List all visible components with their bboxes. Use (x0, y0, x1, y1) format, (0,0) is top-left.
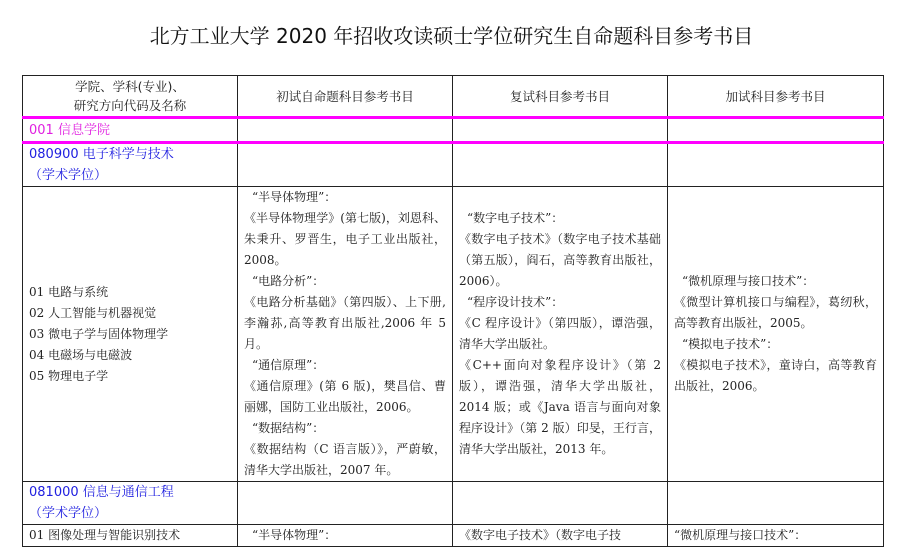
book-line: “模拟电子技术”： (682, 337, 779, 351)
subject-type: （学术学位） (29, 506, 108, 521)
subject-name (23, 143, 238, 187)
empty-cell (238, 118, 453, 143)
empty-cell (453, 143, 668, 187)
empty-cell (453, 118, 668, 143)
book-line: “程序设计技术”： (467, 295, 564, 309)
book-line: 03 微电子学与固体物理学 (29, 326, 169, 341)
empty-cell (668, 118, 884, 143)
subject-row (23, 482, 884, 525)
directions-cell (23, 187, 238, 482)
book-line: “半导体物理”： (252, 190, 337, 204)
book-line: 《通信原理》(第 6 版)，樊昌信、曹丽娜，国防工业出版社，2006。 (244, 379, 446, 414)
header-direction (23, 76, 238, 118)
extra-cell: “微机原理与接口技术”： (668, 525, 884, 547)
subject-type: （学术学位） (29, 168, 108, 183)
book-line: 01 电路与系统 (29, 284, 109, 299)
header-extra: 加试科目参考书目 (668, 76, 884, 118)
empty-cell (668, 143, 884, 187)
subject-code: 081000 信息与通信工程 (29, 485, 174, 500)
book-line: 《半导体物理学》(第七版)，刘恩科、朱秉升、罗晋生，电子工业出版社，2008。 (244, 211, 446, 267)
empty-cell (668, 482, 884, 525)
book-line: “电路分析”： (252, 274, 325, 288)
header-line: 研究方向代码及名称 (73, 98, 187, 113)
subject-name (23, 482, 238, 525)
initial-cell: “半导体物理”： (238, 525, 453, 547)
empty-cell (238, 482, 453, 525)
book-line: 05 物理电子学 (29, 368, 109, 383)
retest-cell: 《数字电子技术》（数字电子技 (453, 525, 668, 547)
book-line: “通信原理”： (252, 358, 325, 372)
page-title: 北方工业大学 2020 年招收攻读硕士学位研究生自命题科目参考书目 (149, 24, 754, 48)
book-line: 04 电磁场与电磁波 (29, 347, 133, 362)
empty-cell (453, 482, 668, 525)
header-row (23, 76, 884, 118)
college-row (23, 118, 884, 143)
book-line: 《C++面向对象程序设计》（第 2 版），谭浩强，清华大学出版社，2014 版；或《Java 语言与面向对象程序设计》（第 2 版）印旻，王行言，清华大学出版社，2013 年。 (459, 358, 661, 456)
direction-cell: 01 图像处理与智能识别技术 (23, 525, 238, 547)
initial-books-cell (238, 187, 453, 482)
header-retest: 复试科目参考书目 (453, 76, 668, 118)
direction-row (23, 525, 884, 547)
book-line: “微机原理与接口技术”： (682, 274, 815, 288)
header-initial: 初试自命题科目参考书目 (238, 76, 453, 118)
book-line: 《电路分析基础》（第四版）、上下册,李瀚荪,高等教育出版社,2006 年 5 月。 (244, 295, 446, 351)
retest-books-cell (453, 187, 668, 482)
book-line: 02 人工智能与机器视觉 (29, 305, 157, 320)
books-row (23, 187, 884, 482)
header-line: 学院、学科(专业)、 (75, 79, 185, 94)
book-line: “数据结构”： (252, 421, 325, 435)
extra-books-cell (668, 187, 884, 482)
book-line: 《微型计算机接口与编程》，葛纫秋，高等教育出版社，2005。 (674, 295, 877, 330)
reference-book-table (22, 75, 884, 547)
book-line: 《模拟电子技术》，童诗白，高等教育出版社，2006。 (674, 358, 877, 393)
book-line: 《数据结构（C 语言版）》，严蔚敏，清华大学出版社，2007 年。 (244, 442, 446, 477)
subject-code: 080900 电子科学与技术 (29, 147, 174, 162)
book-line: “数字电子技术”： (467, 211, 564, 225)
book-line: 《C 程序设计》（第四版），谭浩强，清华大学出版社。 (459, 316, 661, 351)
empty-cell (238, 143, 453, 187)
college-name: 001 信息学院 (23, 118, 238, 143)
book-line: 《数字电子技术》（数字电子技术基础（第五版），阎石，高等教育出版社，2006）。 (459, 232, 661, 288)
subject-row (23, 143, 884, 187)
